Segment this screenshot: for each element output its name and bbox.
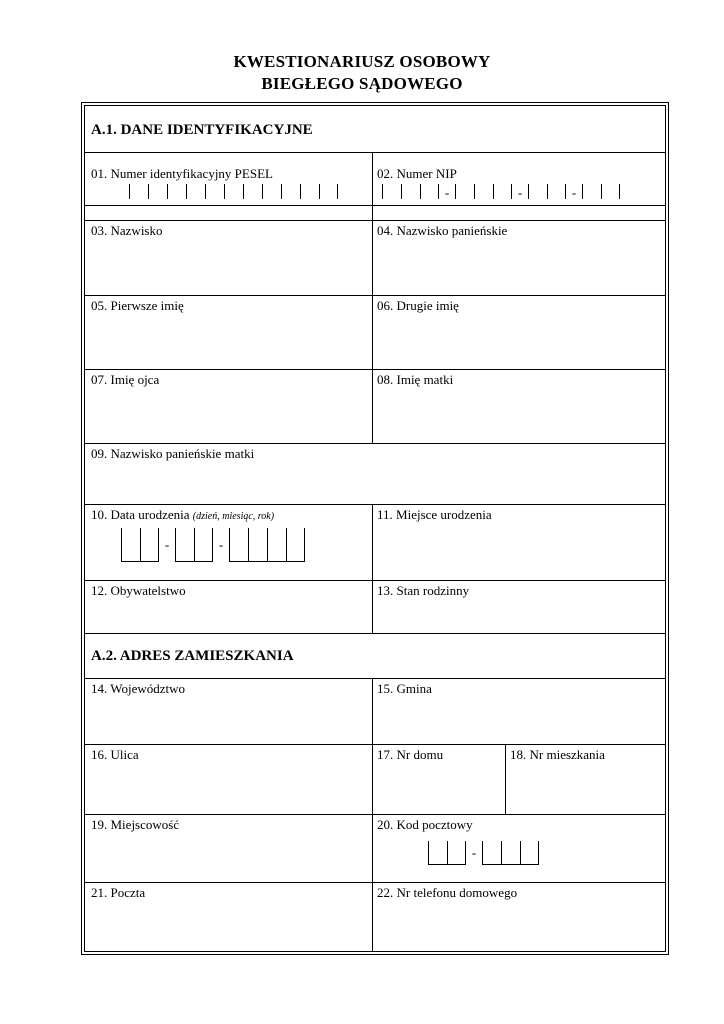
label-surname[interactable]: 03. Nazwisko: [91, 223, 163, 238]
label-birth-date: [91, 507, 274, 523]
label-second-name[interactable]: 06. Drugie imię: [377, 298, 459, 313]
label-citizenship[interactable]: 12. Obywatelstwo: [91, 583, 186, 598]
nip-separator: -: [444, 185, 450, 200]
postal-separator: -: [471, 845, 477, 860]
row-post-office: [85, 882, 665, 951]
questionnaire-form: [84, 105, 666, 952]
form-title-line1: KWESTIONARIUSZ OSOBOWY: [233, 52, 491, 71]
nip-separator: -: [571, 185, 577, 200]
birth-date-input[interactable]: [121, 528, 305, 562]
section-a1-title: A.1. DANE IDENTYFIKACYJNE: [91, 122, 313, 138]
section-a2-title: A.2. ADRES ZAMIESZKANIA: [91, 648, 294, 664]
label-street[interactable]: 16. Ulica: [91, 747, 139, 762]
label-birth-date-text: 10. Data urodzenia: [91, 507, 190, 522]
label-marital-status[interactable]: 13. Stan rodzinny: [377, 583, 470, 598]
label-apartment-number[interactable]: 18. Nr mieszkania: [510, 747, 605, 762]
date-separator: -: [218, 537, 224, 552]
label-mother-maiden-name[interactable]: 09. Nazwisko panieńskie matki: [91, 446, 255, 461]
birth-date-format-note: (dzień, miesiąc, rok): [192, 511, 275, 522]
nip-separator: -: [517, 185, 523, 200]
label-first-name[interactable]: 05. Pierwsze imię: [91, 298, 184, 313]
label-post-office[interactable]: 21. Poczta: [91, 885, 146, 900]
nip-input[interactable]: [382, 184, 620, 204]
date-separator: -: [164, 537, 170, 552]
label-house-number[interactable]: 17. Nr domu: [377, 747, 444, 762]
label-locality[interactable]: 19. Miejscowość: [91, 817, 180, 832]
row-parents: [85, 369, 665, 443]
label-maiden-name[interactable]: 04. Nazwisko panieńskie: [377, 223, 508, 238]
label-municipality[interactable]: 15. Gmina: [377, 681, 432, 696]
label-home-phone[interactable]: 22. Nr telefonu domowego: [377, 885, 518, 900]
form-title-line2: BIEGŁEGO SĄDOWEGO: [261, 74, 463, 93]
label-nip: 02. Numer NIP: [377, 166, 457, 181]
label-birth-place[interactable]: 11. Miejsce urodzenia: [377, 507, 492, 522]
row-surname: [85, 220, 665, 295]
label-mother-name[interactable]: 08. Imię matki: [377, 372, 454, 387]
pesel-input[interactable]: [129, 184, 338, 204]
label-postal-code: 20. Kod pocztowy: [377, 817, 473, 832]
label-pesel: 01. Numer identyfikacyjny PESEL: [91, 166, 273, 181]
postal-code-input[interactable]: [428, 841, 539, 865]
label-father-name[interactable]: 07. Imię ojca: [91, 372, 160, 387]
label-voivodeship[interactable]: 14. Województwo: [91, 681, 186, 696]
